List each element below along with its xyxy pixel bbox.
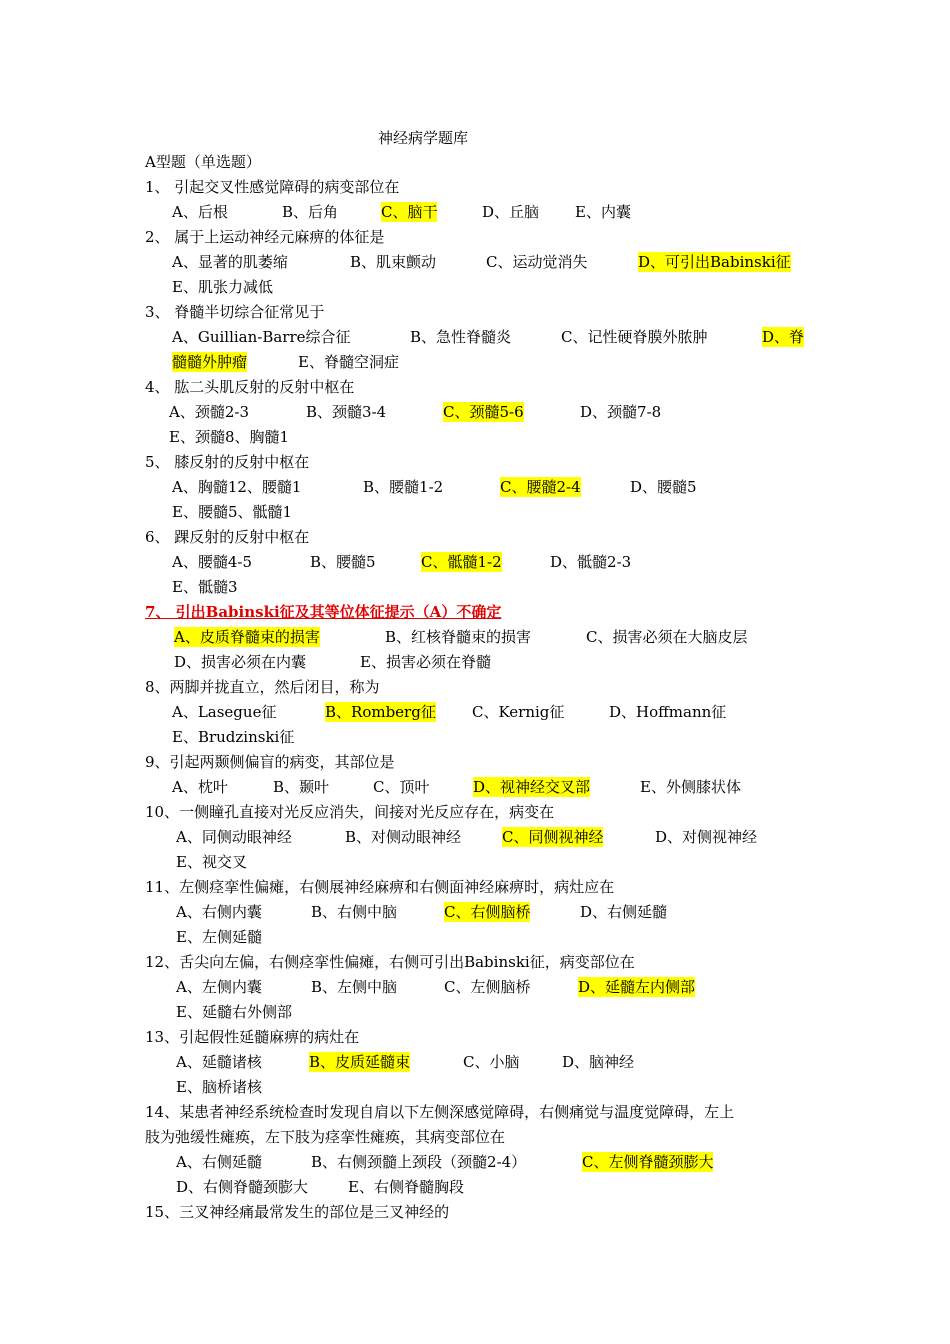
option: D、Hoffmann征 bbox=[609, 703, 727, 721]
option-answer: C、骶髓1-2 bbox=[421, 553, 502, 571]
section-heading: A型题（单选题） bbox=[145, 153, 261, 171]
option-answer: C、左侧脊髓颈膨大 bbox=[582, 1153, 714, 1171]
option-answer: C、脑干 bbox=[381, 203, 438, 221]
option: C、运动觉消失 bbox=[486, 253, 588, 271]
option-answer: B、皮质延髓束 bbox=[309, 1053, 411, 1071]
question-stem: 6、 踝反射的反射中枢在 bbox=[145, 528, 310, 546]
option: D、骶髓2-3 bbox=[550, 553, 632, 571]
option: A、胸髓12、腰髓1 bbox=[172, 478, 302, 496]
question-stem: 4、 肱二头肌反射的反射中枢在 bbox=[145, 378, 355, 396]
option: A、腰髓4-5 bbox=[172, 553, 252, 571]
option: B、左侧中脑 bbox=[311, 978, 398, 996]
option: E、外侧膝状体 bbox=[640, 778, 741, 796]
option: A、右侧内囊 bbox=[176, 903, 262, 921]
option: E、腰髓5、骶髓1 bbox=[172, 503, 293, 521]
question-stem: 14、某患者神经系统检查时发现自肩以下左侧深感觉障碍，右侧痛觉与温度觉障碍，左上 bbox=[145, 1103, 735, 1121]
question-stem-cont: 肢为弛缓性瘫痪，左下肢为痉挛性瘫痪，其病变部位在 bbox=[145, 1128, 506, 1146]
option: A、同侧动眼神经 bbox=[176, 828, 292, 846]
option-answer: A、皮质脊髓束的损害 bbox=[174, 628, 320, 646]
option: E、肌张力减低 bbox=[172, 278, 273, 296]
option: A、Lasegue征 bbox=[172, 703, 277, 721]
option: B、后角 bbox=[282, 203, 339, 221]
question-stem: 9、引起两颞侧偏盲的病变，其部位是 bbox=[145, 753, 395, 771]
option: C、左侧脑桥 bbox=[444, 978, 531, 996]
option: E、颈髓8、胸髓1 bbox=[169, 428, 290, 446]
option-answer: D、延髓左内侧部 bbox=[578, 978, 696, 996]
option: C、Kernig征 bbox=[472, 703, 565, 721]
option: B、颞叶 bbox=[273, 778, 330, 796]
option: D、右侧延髓 bbox=[580, 903, 668, 921]
option: B、右侧中脑 bbox=[311, 903, 398, 921]
question-stem: 3、 脊髓半切综合征常见于 bbox=[145, 303, 325, 321]
option: E、左侧延髓 bbox=[176, 928, 262, 946]
option: E、内囊 bbox=[575, 203, 631, 221]
option: D、右侧脊髓颈膨大 bbox=[176, 1178, 309, 1196]
question-stem: 12、舌尖向左偏，右侧痉挛性偏瘫，右侧可引出Babinski征，病变部位在 bbox=[145, 953, 635, 971]
option: B、腰髓1-2 bbox=[363, 478, 444, 496]
option: C、损害必须在大脑皮层 bbox=[586, 628, 748, 646]
option: D、丘脑 bbox=[482, 203, 540, 221]
question-stem: 1、 引起交叉性感觉障碍的病变部位在 bbox=[145, 178, 400, 196]
option-answer: C、右侧脑桥 bbox=[444, 903, 531, 921]
option: B、红核脊髓束的损害 bbox=[385, 628, 532, 646]
question-stem-highlighted: 7、 引出Babinski征及其等位体征提示（A）不确定 bbox=[145, 603, 502, 621]
option: C、小脑 bbox=[463, 1053, 520, 1071]
option: D、颈髓7-8 bbox=[580, 403, 662, 421]
option-answer: C、同侧视神经 bbox=[502, 828, 604, 846]
option: D、脑神经 bbox=[562, 1053, 635, 1071]
option-answer: D、视神经交叉部 bbox=[473, 778, 591, 796]
option: D、对侧视神经 bbox=[655, 828, 758, 846]
option: C、顶叶 bbox=[373, 778, 430, 796]
option: E、损害必须在脊髓 bbox=[360, 653, 491, 671]
option: E、延髓右外侧部 bbox=[176, 1003, 292, 1021]
question-stem: 8、两脚并拢直立，然后闭目，称为 bbox=[145, 678, 380, 696]
option-answer: D、脊 bbox=[762, 328, 805, 346]
option: A、后根 bbox=[172, 203, 228, 221]
question-stem: 11、左侧痉挛性偏瘫，右侧展神经麻痹和右侧面神经麻痹时，病灶应在 bbox=[145, 878, 615, 896]
option: B、颈髓3-4 bbox=[306, 403, 387, 421]
option: A、Guillian-Barre综合征 bbox=[172, 328, 351, 346]
option: B、对侧动眼神经 bbox=[345, 828, 462, 846]
option: E、脊髓空洞症 bbox=[298, 353, 399, 371]
question-stem: 2、 属于上运动神经元麻痹的体征是 bbox=[145, 228, 385, 246]
option: A、延髓诸核 bbox=[176, 1053, 262, 1071]
option: A、显著的肌萎缩 bbox=[172, 253, 288, 271]
option-answer: C、颈髓5-6 bbox=[443, 403, 524, 421]
option: D、腰髓5 bbox=[630, 478, 697, 496]
question-stem: 5、 膝反射的反射中枢在 bbox=[145, 453, 310, 471]
option: B、急性脊髓炎 bbox=[410, 328, 512, 346]
option: E、脑桥诸核 bbox=[176, 1078, 262, 1096]
option: A、右侧延髓 bbox=[176, 1153, 262, 1171]
option: C、记性硬脊膜外脓肿 bbox=[561, 328, 708, 346]
option-answer: B、Romberg征 bbox=[325, 703, 436, 721]
question-stem: 13、引起假性延髓麻痹的病灶在 bbox=[145, 1028, 360, 1046]
option: B、肌束颤动 bbox=[350, 253, 437, 271]
document-title: 神经病学题库 bbox=[378, 129, 469, 147]
option: E、右侧脊髓胸段 bbox=[348, 1178, 464, 1196]
option: B、腰髓5 bbox=[310, 553, 376, 571]
option-answer-cont: 髓髓外肿瘤 bbox=[172, 353, 248, 371]
option: A、颈髓2-3 bbox=[169, 403, 249, 421]
option: E、Brudzinski征 bbox=[172, 728, 295, 746]
option-answer: D、可引出Babinski征 bbox=[638, 253, 791, 271]
option-answer: C、腰髓2-4 bbox=[500, 478, 581, 496]
question-stem: 15、三叉神经痛最常发生的部位是三叉神经的 bbox=[145, 1203, 450, 1221]
option: E、视交叉 bbox=[176, 853, 247, 871]
question-stem: 10、一侧瞳孔直接对光反应消失，间接对光反应存在，病变在 bbox=[145, 803, 555, 821]
option: A、左侧内囊 bbox=[176, 978, 262, 996]
option: E、骶髓3 bbox=[172, 578, 238, 596]
option: B、右侧颈髓上颈段（颈髓2-4） bbox=[311, 1153, 527, 1171]
option: A、枕叶 bbox=[172, 778, 228, 796]
option: D、损害必须在内囊 bbox=[174, 653, 307, 671]
